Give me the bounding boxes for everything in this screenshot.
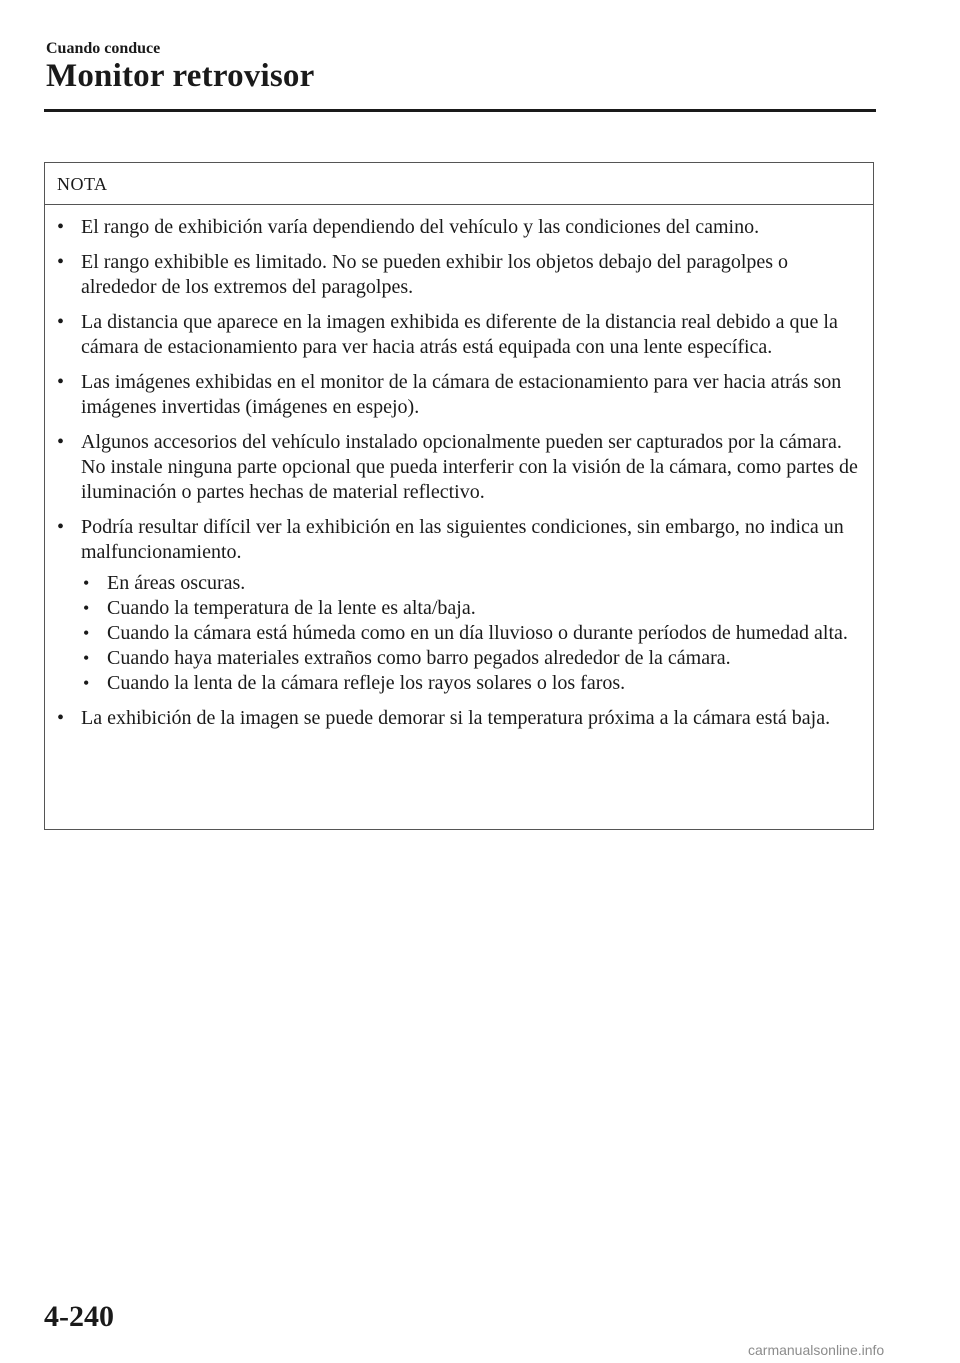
sub-list xyxy=(81,571,859,696)
sub-item xyxy=(81,671,859,696)
section-label: Cuando conduce xyxy=(46,40,161,57)
note-list xyxy=(45,205,873,731)
page-number: 4-240 xyxy=(44,1300,114,1333)
sub-bullet-icon: • xyxy=(83,623,90,643)
bullet-icon: • xyxy=(57,371,65,393)
bullet-icon: • xyxy=(57,311,65,333)
note-item xyxy=(57,430,859,505)
bullet-icon: • xyxy=(57,431,65,453)
note-item-text: La exhibición de la imagen se puede demorar si la temperatura próxima a la cámara está baja. xyxy=(81,707,831,729)
bullet-icon: • xyxy=(57,216,65,238)
sub-bullet-icon: • xyxy=(83,573,90,593)
sub-item-text: Cuando la lenta de la cámara refleje los rayos solares o los faros. xyxy=(107,672,626,694)
sub-item xyxy=(81,646,859,671)
note-heading: NOTA xyxy=(45,163,873,205)
note-box xyxy=(44,162,874,830)
note-item xyxy=(57,310,859,360)
note-item-text: La distancia que aparece en la imagen exhibida es diferente de la distancia real debido a que la cámara de estacionamiento para ver hacia atrás está equipada con una lente específica. xyxy=(81,311,838,358)
note-item xyxy=(57,515,859,696)
note-item xyxy=(57,215,859,240)
note-item-text: El rango de exhibición varía dependiendo del vehículo y las condiciones del camino. xyxy=(81,216,760,238)
watermark: carmanualsonline.info xyxy=(748,1342,885,1358)
sub-item-text: Cuando haya materiales extraños como barro pegados alrededor de la cámara. xyxy=(107,647,731,669)
bullet-icon: • xyxy=(57,707,65,729)
sub-item-text: Cuando la cámara está húmeda como en un día lluvioso o durante períodos de humedad alta. xyxy=(107,622,848,644)
sub-item xyxy=(81,571,859,596)
note-item xyxy=(57,706,859,731)
sub-item xyxy=(81,596,859,621)
sub-bullet-icon: • xyxy=(83,648,90,668)
note-item-text: Podría resultar difícil ver la exhibición en las siguientes condiciones, sin embargo, no indica un malfuncionamiento. xyxy=(81,516,844,563)
bullet-icon: • xyxy=(57,251,65,273)
sub-item-text: En áreas oscuras. xyxy=(107,572,246,594)
bullet-icon: • xyxy=(57,516,65,538)
title-rule xyxy=(44,109,876,112)
note-item xyxy=(57,370,859,420)
page-title: Monitor retrovisor xyxy=(46,58,315,94)
sub-bullet-icon: • xyxy=(83,673,90,693)
sub-bullet-icon: • xyxy=(83,598,90,618)
note-item-text: Las imágenes exhibidas en el monitor de la cámara de estacionamiento para ver hacia atrás son imágenes invertidas (imágenes en espejo). xyxy=(81,371,842,418)
note-item-text: Algunos accesorios del vehículo instalado opcionalmente pueden ser capturados por la cámara. No instale ninguna parte opcional que pueda interferir con la visión de la cámara, como partes de iluminación o partes hechas de material reflectivo. xyxy=(81,431,858,503)
sub-item xyxy=(81,621,859,646)
note-item-text: El rango exhibible es limitado. No se pueden exhibir los objetos debajo del paragolpes o alrededor de los extremos del paragolpes. xyxy=(81,251,789,298)
sub-item-text: Cuando la temperatura de la lente es alta/baja. xyxy=(107,597,476,619)
note-item xyxy=(57,250,859,300)
